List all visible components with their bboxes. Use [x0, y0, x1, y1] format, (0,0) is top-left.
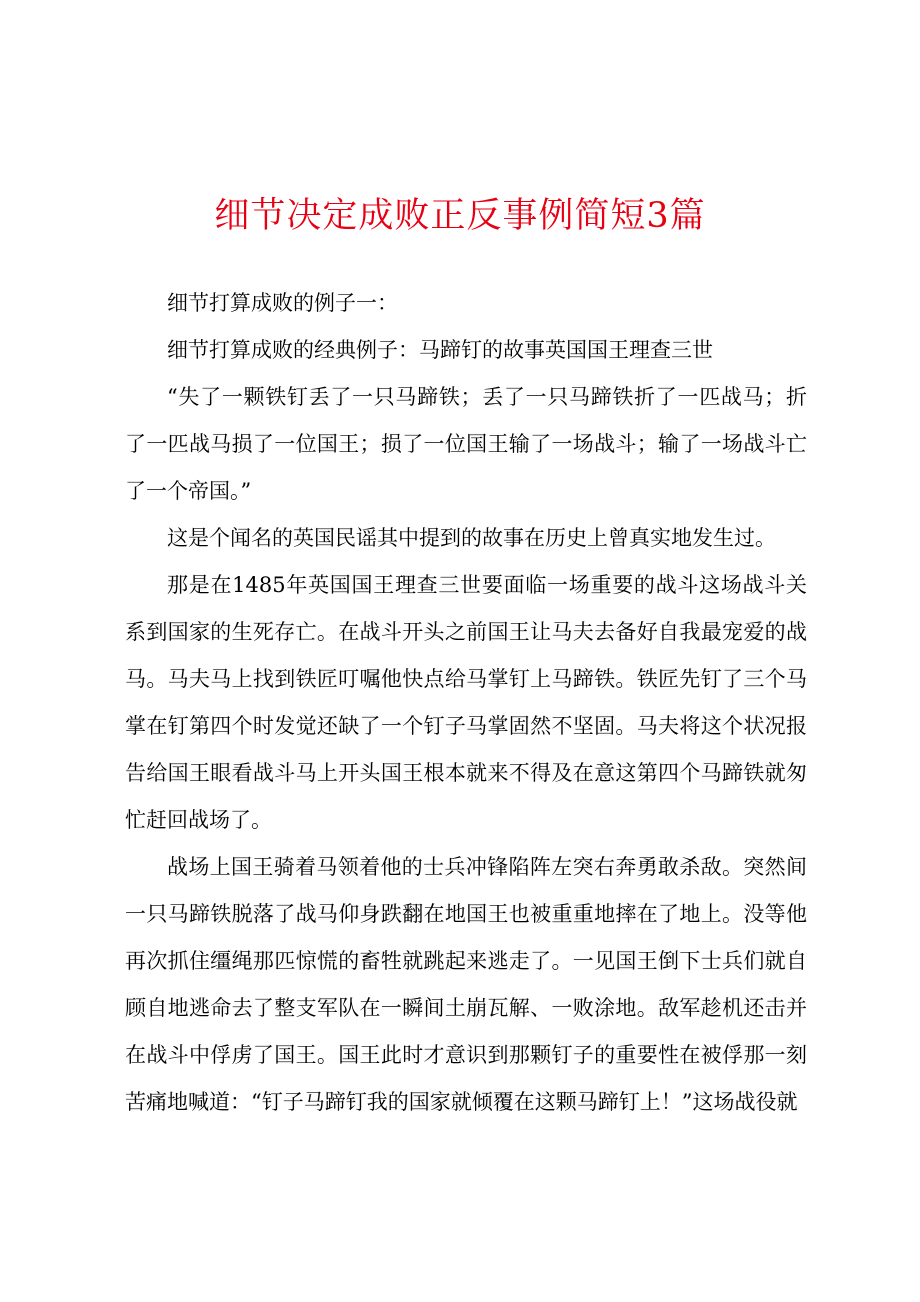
document-body: [125, 280, 807, 1126]
paragraph-classic-example: 细节打算成败的经典例子：马蹄钉的故事英国国王理查三世: [167, 338, 713, 362]
document-title: 细节决定成败正反事例简短3篇: [214, 196, 706, 236]
paragraph-ballad-history: 这是个闻名的英国民谣其中提到的故事在历史上曾真实地发生过。: [167, 526, 776, 550]
paragraph-1485-story: 那是在1485年英国国王理查三世要面临一场重要的战斗这场战斗关系到国家的生死存亡。在战斗开头之前国王让马夫去备好自我最宠爱的战马。马夫马上找到铁匠叮嘱他快点给马掌钉上马蹄铁。铁匠先钉了三个马掌在钉第四个时发觉还缺了一个钉子马掌固然不坚固。马夫将这个状况报告给国王眼看战斗马上开头国王根本就来不得及在意这第四个马蹄铁就匆忙赶回战场了。: [125, 573, 807, 832]
paragraph-heading-example-one: 细节打算成败的例子一：: [167, 291, 398, 315]
paragraph-battlefield: 战场上国王骑着马领着他的士兵冲锋陷阵左突右奔勇敢杀敌。突然间一只马蹄铁脱落了战马仰身跌翻在地国王也被重重地摔在了地上。没等他再次抓住缰绳那匹惊慌的畜牲就跳起来逃走了。一见国王倒下士兵们就自顾自地逃命去了整支军队在一瞬间土崩瓦解、一败涂地。敌军趁机还击并在战斗中俘虏了国王。国王此时才意识到那颗钉子的重要性在被俘那一刻苦痛地喊道：“钉子马蹄钉我的国家就倾覆在这颗马蹄钉上！”这场战役就: [125, 855, 807, 1114]
paragraph-ballad-quote: “失了一颗铁钉丢了一只马蹄铁；丢了一只马蹄铁折了一匹战马；折了一匹战马损了一位国王；损了一位国王输了一场战斗；输了一场战斗亡了一个帝国。”: [125, 385, 807, 503]
